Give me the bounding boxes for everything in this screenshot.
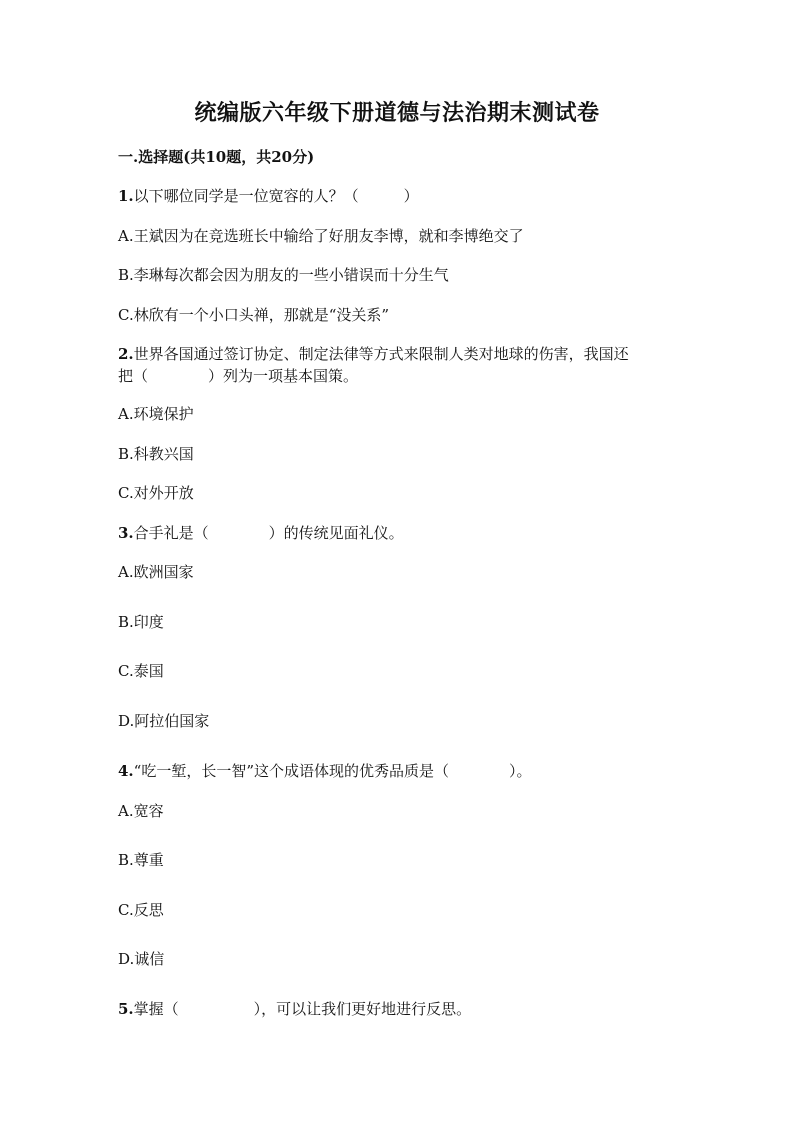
- question-stem: 合手礼是（ ）的传统见面礼仪。: [133, 524, 404, 542]
- q4-option-b: B.尊重: [118, 851, 164, 869]
- q3-option-d: D.阿拉伯国家: [118, 712, 210, 730]
- question-number: 3.: [118, 524, 134, 542]
- question-3: [118, 522, 404, 544]
- q2-option-c: C.对外开放: [118, 484, 194, 502]
- q4-option-a: A.宽容: [118, 802, 164, 820]
- question-stem-line2: 把（ ）列为一项基本国策。: [118, 367, 359, 385]
- question-number: 1.: [118, 187, 134, 205]
- q3-option-c: C.泰国: [118, 662, 164, 680]
- q3-option-b: B.印度: [118, 613, 164, 631]
- question-stem-line1: 世界各国通过签订协定、制定法律等方式来限制人类对地球的伤害，我国还: [133, 345, 629, 363]
- question-number: 5.: [118, 1000, 134, 1018]
- question-stem: 掌握（ ），可以让我们更好地进行反思。: [133, 1000, 472, 1018]
- q1-option-b: B.李琳每次都会因为朋友的一些小错误而十分生气: [118, 266, 449, 284]
- question-1: [118, 185, 419, 207]
- section-heading: 一.选择题(共10题，共20分): [118, 148, 315, 166]
- q2-option-a: A.环境保护: [118, 405, 194, 423]
- q4-option-d: D.诚信: [118, 950, 165, 968]
- q3-option-a: A.欧洲国家: [118, 563, 194, 581]
- question-4: [118, 760, 532, 782]
- exam-title: 统编版六年级下册道德与法治期末测试卷: [194, 100, 600, 126]
- question-stem: “吃一堑，长一智”这个成语体现的优秀品质是（ ）。: [133, 762, 532, 780]
- q1-option-a: A.王斌因为在竞选班长中输给了好朋友李博，就和李博绝交了: [118, 227, 524, 245]
- question-number: 2.: [118, 345, 134, 363]
- question-2: [118, 343, 629, 365]
- question-stem: 以下哪位同学是一位宽容的人？（ ）: [133, 187, 419, 205]
- q2-option-b: B.科教兴国: [118, 445, 194, 463]
- q4-option-c: C.反思: [118, 901, 164, 919]
- q1-option-c: C.林欣有一个小口头禅，那就是“没关系”: [118, 306, 390, 324]
- question-number: 4.: [118, 762, 134, 780]
- question-5: [118, 998, 471, 1020]
